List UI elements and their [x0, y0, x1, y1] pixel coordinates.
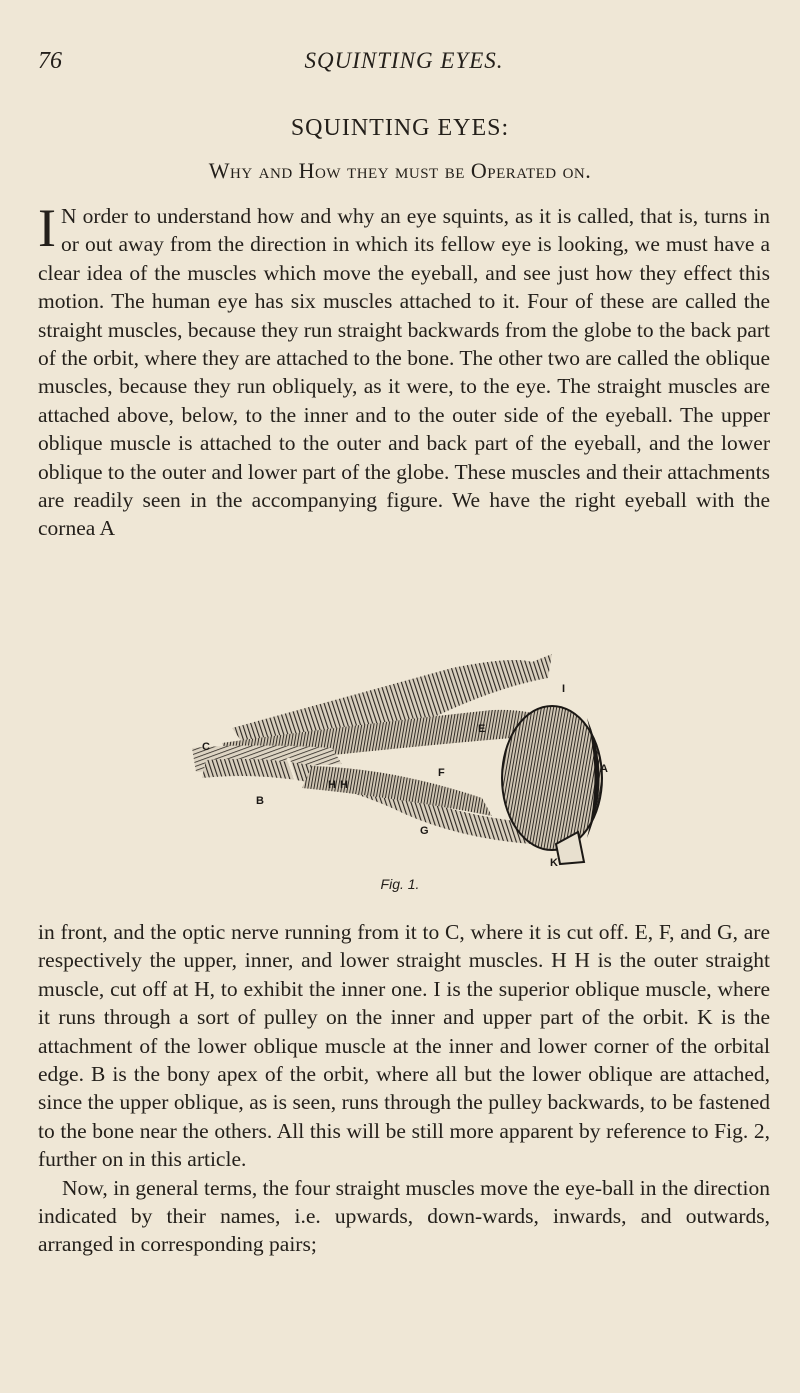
label-i: I	[562, 683, 566, 695]
label-a: A	[600, 763, 608, 775]
page-number: 76	[38, 48, 62, 74]
text-block-top	[38, 198, 770, 543]
article-subtitle: Why and How they must be Operated on.	[208, 158, 592, 183]
label-f: F	[438, 767, 445, 779]
figure-caption: Fig. 1.	[380, 876, 420, 892]
running-head	[38, 48, 770, 78]
paragraph-2: in front, and the optic nerve running from it to C, where it is cut off. E, F, and G, are respectively the upper, inner, and lower straight muscles. H H is the outer straight muscle, cut off at H, to exhibit the inner one. I is the superior oblique muscle, where it runs through a sort of pulley on the inner and upper part of the orbit. K is the attachment of the lower oblique muscle at the inner and lower corner of the orbital edge. B is the bony apex of the orbit, where all but the lower oblique are attached, since the upper oblique, as is seen, runs through the pulley backwards, to be fastened to the bone near the others. All this will be still more apparent by reference to Fig. 2, further on in this article.	[38, 920, 770, 1172]
eyeball-globe	[502, 706, 602, 850]
label-c: C	[202, 741, 210, 753]
eyeball-muscles-illustration	[192, 648, 612, 876]
paragraph-1	[38, 198, 770, 543]
article-title: SQUINTING EYES:	[290, 115, 510, 141]
paragraph-1-text: N order to understand how and why an eye squints, as it is called, that is, turns in or out away from the direction in which its fellow eye is looking, we must have a clear idea of the muscles which move the eyeball, and see just how they effect this motion. The human eye has six muscles attached to it. Four of these are called the straight muscles, because they run straight backwards from the globe to the back part of the orbit, where they are attached to the bone. The other two are called the oblique muscles, because they run obliquely, as it were, to the eye. The straight muscles are attached above, below, to the inner and to the outer side of the eyeball. The upper oblique muscle is attached to the outer and back part of the eyeball, and the lower oblique to the outer and lower part of the globe. These muscles and their attachments are readily seen in the accompanying figure. We have the right eyeball with the cornea A	[38, 204, 770, 541]
label-k: K	[550, 857, 558, 869]
label-h-1: H	[328, 779, 336, 791]
text-block-bottom	[38, 918, 770, 1259]
eyeball-muscles-drawing	[192, 648, 612, 876]
label-g: G	[420, 825, 429, 837]
label-e: E	[478, 723, 486, 735]
paragraph-3: Now, in general terms, the four straight muscles move the eye-ball in the direction indicated by their names, i.e. upwards, down-wards, inwards, and outwards, arranged in corresponding pairs;	[38, 1175, 770, 1257]
running-title: SQUINTING EYES.	[304, 48, 504, 73]
label-h-2: H	[340, 779, 348, 791]
drop-cap: I	[38, 198, 56, 258]
label-b: B	[256, 795, 264, 807]
